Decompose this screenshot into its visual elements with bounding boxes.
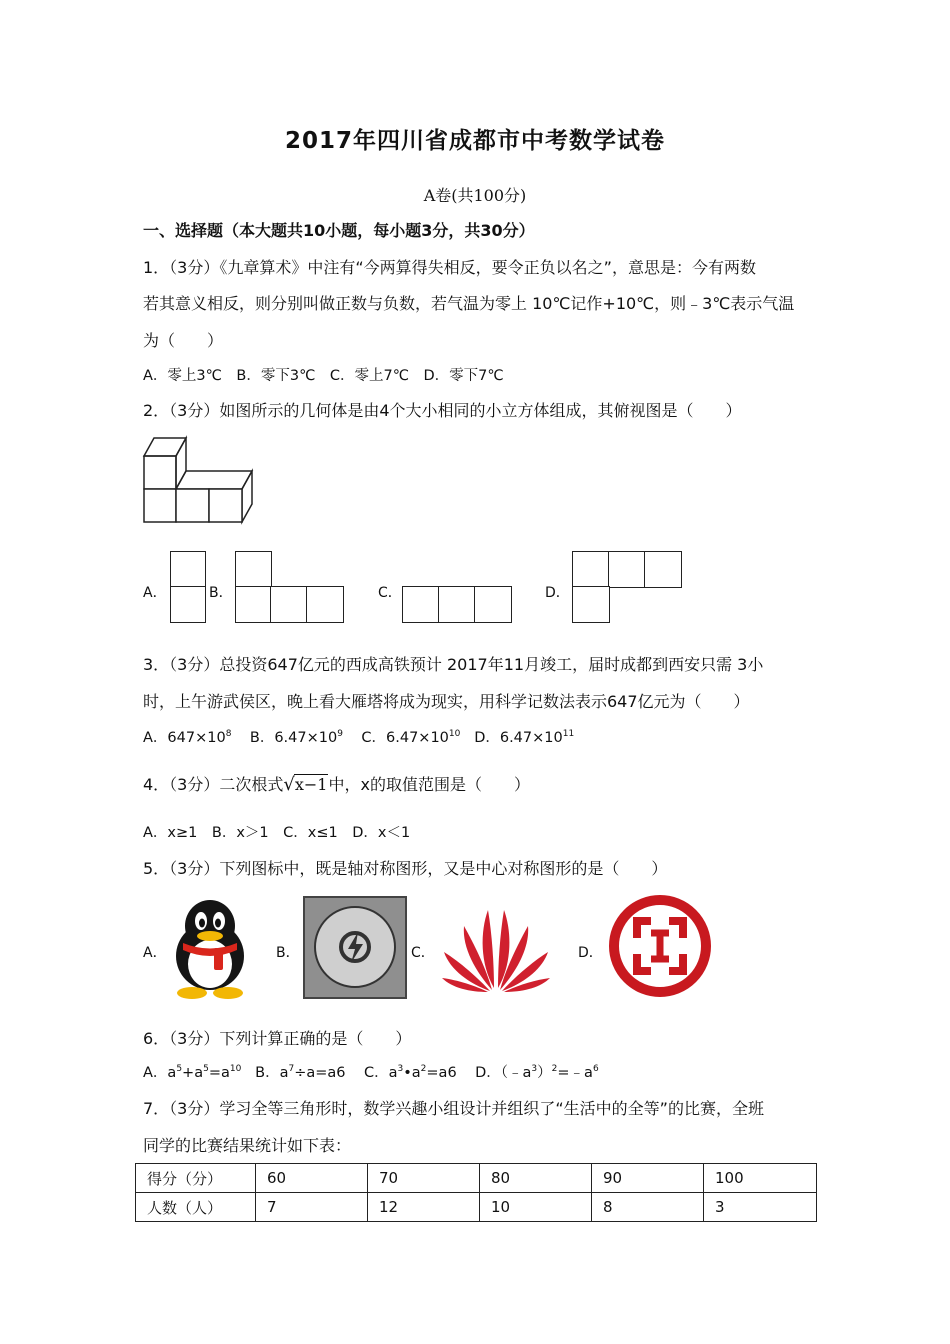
section-heading: 一、选择题（本大题共10小题，每小题3分，共30分） (143, 221, 535, 240)
table-row (136, 1164, 817, 1193)
q3-option-c-exp: 10 (448, 729, 461, 739)
q4-prefix: 4．（3分）二次根式 (143, 775, 284, 794)
q4-options: A．x≥1 B．x＞1 C．x≤1 D．x＜1 (143, 825, 411, 841)
q7-line1: 7．（3分）学习全等三角形时，数学兴趣小组设计并组织了“生活中的全等”的比赛，全班 (143, 1099, 764, 1118)
table-cell: 60 (256, 1164, 368, 1193)
q3-line1: 3．（3分）总投资647亿元的西成高铁预计 2017年11月竣工，届时成都到西安只需 3小 (143, 655, 764, 674)
penguin-logo-icon (170, 896, 250, 1000)
q5-label-b: B． (276, 945, 300, 961)
table-cell: 90 (592, 1164, 704, 1193)
q1-line2: 若其意义相反，则分别叫做正数与负数，若气温为零上 10℃记作+10℃，则﹣3℃表示气温 (143, 294, 795, 313)
table-cell: 100 (704, 1164, 817, 1193)
q6-option-a: A．$a^5+a^5=a^{10}$ (143, 1064, 242, 1081)
q1-line1: 1．（3分）《九章算术》中注有“今两算得失相反，要令正负以名之”，意思是：今有两数 (143, 258, 756, 277)
q6-options (143, 1061, 599, 1082)
q6-option-b: B．$a^7\div a=a6$ (255, 1064, 346, 1081)
huawei-petal-logo-icon (440, 904, 552, 992)
cube-figure (140, 434, 260, 526)
lightning-button-logo-icon (303, 896, 407, 999)
table-cell: 70 (368, 1164, 480, 1193)
q6-text: 6．（3分）下列计算正确的是（ ） (143, 1029, 412, 1048)
table-cell: 7 (256, 1193, 368, 1222)
table-cell: 80 (480, 1164, 592, 1193)
score-table (135, 1163, 817, 1222)
q5-text: 5．（3分）下列图标中，既是轴对称图形，又是中心对称图形的是（ ） (143, 859, 668, 878)
q3-option-d-exp: 11 (562, 729, 575, 739)
q5-label-c: C． (411, 945, 435, 961)
page-title: 2017年四川省成都市中考数学试卷 (284, 128, 665, 154)
table-cell: 12 (368, 1193, 480, 1222)
q1-line3: 为（ ） (143, 331, 224, 350)
q2-label-c: C． (378, 585, 402, 601)
q2-text: 2．（3分）如图所示的几何体是由4个大小相同的小立方体组成，其俯视图是（ ） (143, 401, 742, 420)
q1-options: A．零上3℃ B．零下3℃ C．零上7℃ D．零下7℃ (143, 368, 504, 384)
q3-line2: 时，上午游武侯区，晚上看大雁塔将成为现实，用科学记数法表示647亿元为（ ） (143, 692, 750, 711)
q3-option-c: C．6.47×10 (361, 730, 449, 746)
q3-options (143, 726, 574, 747)
q5-label-d: D． (578, 945, 603, 961)
table-cell: 人数（人） (136, 1193, 256, 1222)
q2-label-b: B． (209, 585, 233, 601)
q3-option-b-exp: 9 (337, 729, 343, 739)
q6-option-d: D．$(﹣a^3)^2=﹣a^6$ (475, 1064, 599, 1081)
q4-suffix: 中，x的取值范围是（ ） (328, 775, 530, 794)
table-cell: 得分（分） (136, 1164, 256, 1193)
q3-option-b: B．6.47×10 (249, 730, 338, 746)
q2-label-a: A． (143, 585, 167, 601)
table-cell: 8 (592, 1193, 704, 1222)
q4-text (143, 772, 530, 795)
q3-option-a-exp: 8 (225, 729, 232, 739)
table-cell: 3 (704, 1193, 817, 1222)
table-row (136, 1193, 817, 1222)
q3-option-d: D．6.47×10 (474, 730, 563, 746)
q2-label-d: D． (545, 585, 570, 601)
q3-option-a: A．647×10 (143, 730, 226, 746)
icbc-logo-icon (607, 893, 713, 999)
q4-radicand: x−1 (294, 775, 328, 794)
q6-option-c: C．$a^3•a^2=a6$ (363, 1064, 457, 1081)
q7-line2: 同学的比赛结果统计如下表： (143, 1136, 352, 1155)
radical-sign-icon: √ (283, 774, 295, 795)
page-subtitle: A卷(共100分) (423, 186, 527, 205)
q5-label-a: A． (143, 945, 167, 961)
table-cell: 10 (480, 1193, 592, 1222)
